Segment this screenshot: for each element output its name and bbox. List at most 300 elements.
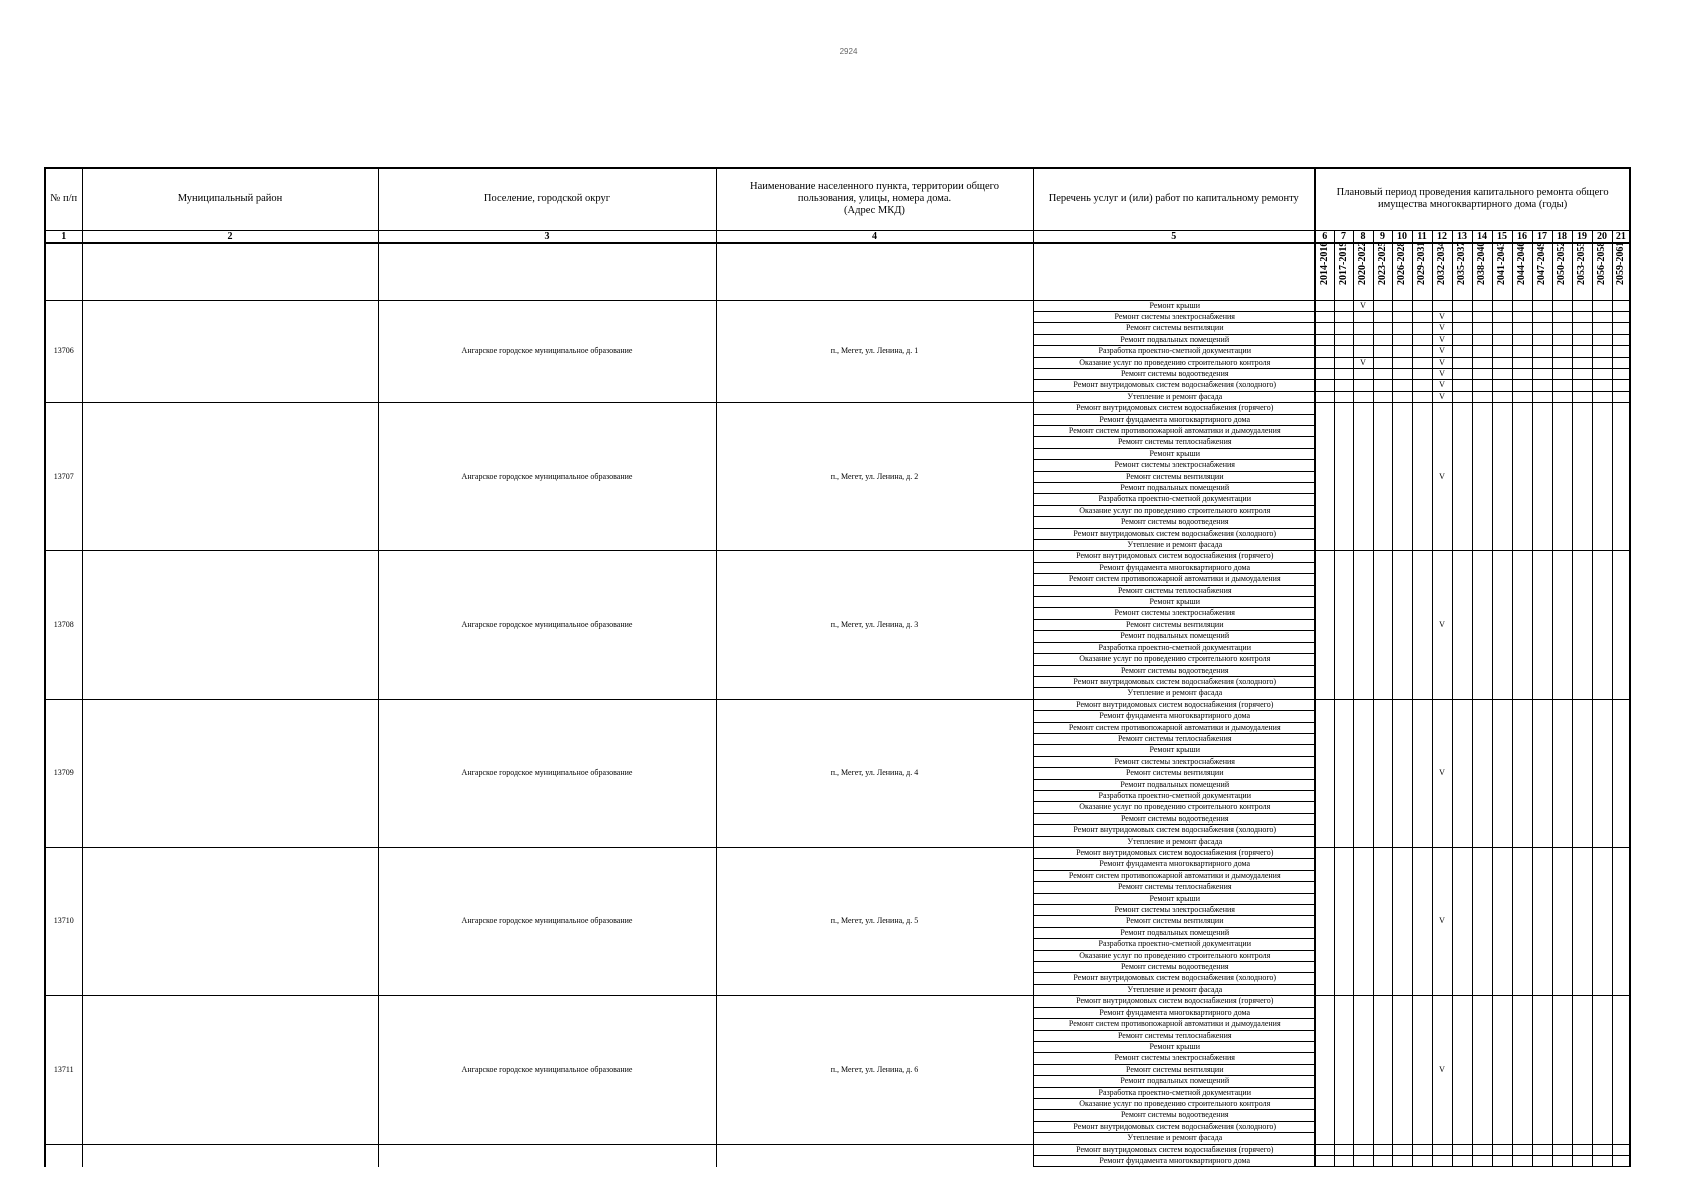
year-mark-cell — [1552, 357, 1572, 368]
year-mark-cell: V — [1353, 300, 1373, 311]
work-row — [45, 551, 1630, 562]
work-name: Оказание услуг по проведению строительного контроля — [1033, 357, 1315, 368]
column-number-row — [45, 230, 1630, 243]
year-mark-cell — [1532, 403, 1552, 551]
year-mark-cell: V — [1432, 403, 1452, 551]
column-number: 2 — [82, 230, 378, 243]
work-name: Ремонт системы водоотведения — [1033, 517, 1315, 528]
year-mark-cell — [1512, 300, 1532, 311]
district-cell — [82, 1144, 378, 1167]
year-mark-cell — [1334, 346, 1353, 357]
year-mark-cell — [1334, 699, 1353, 847]
column-number: 16 — [1512, 230, 1532, 243]
year-mark-cell — [1592, 403, 1612, 551]
year-mark-cell — [1552, 391, 1572, 402]
year-mark-cell — [1592, 300, 1612, 311]
year-label: 2035-2037 — [1455, 241, 1467, 286]
work-name: Ремонт системы электроснабжения — [1033, 905, 1315, 916]
year-mark-cell — [1552, 699, 1572, 847]
address-cell: п., Мегет, ул. Ленина, д. 5 — [716, 848, 1033, 996]
year-mark-cell — [1315, 391, 1334, 402]
year-mark-cell — [1373, 551, 1392, 699]
year-mark-cell — [1592, 551, 1612, 699]
year-mark-cell — [1572, 380, 1592, 391]
work-name: Ремонт внутридомовых систем водоснабжения (горячего) — [1033, 996, 1315, 1007]
year-mark-cell — [1472, 380, 1492, 391]
year-mark-cell — [1353, 551, 1373, 699]
year-mark-cell — [1334, 403, 1353, 551]
year-mark-cell — [1552, 300, 1572, 311]
year-header-cell — [1334, 243, 1353, 300]
year-mark-cell — [1412, 848, 1432, 996]
work-name: Утепление и ремонт фасада — [1033, 836, 1315, 847]
work-name: Разработка проектно-сметной документации — [1033, 790, 1315, 801]
year-mark-cell — [1472, 1144, 1492, 1155]
building-id: 13708 — [45, 551, 82, 699]
year-mark-cell — [1492, 391, 1512, 402]
year-mark-cell — [1392, 323, 1412, 334]
year-header-cell — [1532, 243, 1552, 300]
year-mark-cell — [1612, 357, 1630, 368]
year-mark-cell — [1572, 996, 1592, 1144]
years-row — [45, 243, 1630, 300]
year-mark-cell — [1592, 346, 1612, 357]
year-mark-cell — [1472, 699, 1492, 847]
year-mark-cell — [1492, 357, 1512, 368]
year-mark-cell — [1572, 357, 1592, 368]
year-mark-cell — [1315, 551, 1334, 699]
column-number: 9 — [1373, 230, 1392, 243]
year-mark-cell — [1572, 311, 1592, 322]
year-header-cell — [1492, 243, 1512, 300]
year-header-cell — [1512, 243, 1532, 300]
year-mark-cell — [1512, 551, 1532, 699]
year-mark-cell — [1592, 323, 1612, 334]
year-mark-cell — [1412, 311, 1432, 322]
address-cell: п., Мегет, ул. Ленина, д. 4 — [716, 699, 1033, 847]
work-name: Ремонт систем противопожарной автоматики и дымоудаления — [1033, 1019, 1315, 1030]
year-mark-cell — [1373, 1144, 1392, 1155]
year-mark-cell — [1472, 848, 1492, 996]
year-mark-cell — [1432, 1144, 1452, 1155]
header-period-line2: имущества многоквартирного дома (годы) — [1377, 199, 1568, 211]
year-mark-cell — [1412, 996, 1432, 1144]
year-header-cell — [1592, 243, 1612, 300]
year-mark-cell — [1353, 848, 1373, 996]
building-id: 13711 — [45, 996, 82, 1144]
work-name: Разработка проектно-сметной документации — [1033, 494, 1315, 505]
year-mark-cell — [1612, 848, 1630, 996]
work-name: Ремонт подвальных помещений — [1033, 927, 1315, 938]
year-mark-cell — [1392, 1155, 1412, 1166]
work-name: Ремонт внутридомовых систем водоснабжения (горячего) — [1033, 1144, 1315, 1155]
work-name: Ремонт подвальных помещений — [1033, 779, 1315, 790]
year-mark-cell — [1452, 996, 1472, 1144]
year-mark-cell — [1373, 391, 1392, 402]
year-mark-cell — [1452, 368, 1472, 379]
year-mark-cell — [1552, 380, 1572, 391]
year-mark-cell — [1532, 551, 1552, 699]
work-name: Ремонт подвальных помещений — [1033, 483, 1315, 494]
year-mark-cell — [1452, 323, 1472, 334]
year-mark-cell — [1412, 300, 1432, 311]
building-id: 13706 — [45, 300, 82, 403]
year-mark-cell — [1512, 391, 1532, 402]
work-name: Ремонт системы электроснабжения — [1033, 460, 1315, 471]
year-label: 2017-2019 — [1337, 241, 1349, 286]
column-number: 6 — [1315, 230, 1334, 243]
year-mark-cell: V — [1432, 311, 1452, 322]
year-mark-cell — [1315, 1155, 1334, 1166]
year-mark-cell: V — [1432, 551, 1452, 699]
year-mark-cell — [1373, 380, 1392, 391]
work-name: Ремонт крыши — [1033, 893, 1315, 904]
column-number: 4 — [716, 230, 1033, 243]
building-id — [45, 1144, 82, 1167]
year-mark-cell — [1592, 357, 1612, 368]
work-name: Оказание услуг по проведению строительного контроля — [1033, 802, 1315, 813]
year-mark-cell — [1353, 323, 1373, 334]
years-spacer — [716, 243, 1033, 300]
work-name: Разработка проектно-сметной документации — [1033, 642, 1315, 653]
year-label: 2059-2061 — [1614, 241, 1626, 286]
year-mark-cell — [1315, 334, 1334, 345]
year-mark-cell — [1315, 300, 1334, 311]
district-cell — [82, 996, 378, 1144]
work-name: Ремонт фундамента многоквартирного дома — [1033, 414, 1315, 425]
header-period — [1315, 168, 1630, 230]
year-mark-cell — [1552, 551, 1572, 699]
work-name: Ремонт систем противопожарной автоматики и дымоудаления — [1033, 425, 1315, 436]
year-header-cell — [1612, 243, 1630, 300]
year-mark-cell — [1334, 300, 1353, 311]
year-mark-cell — [1452, 551, 1472, 699]
year-mark-cell — [1392, 699, 1412, 847]
year-mark-cell — [1592, 380, 1612, 391]
work-name: Оказание услуг по проведению строительного контроля — [1033, 505, 1315, 516]
year-header-cell — [1552, 243, 1572, 300]
year-header-cell — [1373, 243, 1392, 300]
year-mark-cell — [1552, 368, 1572, 379]
work-name: Ремонт системы вентиляции — [1033, 323, 1315, 334]
column-number: 3 — [378, 230, 716, 243]
year-label: 2026-2028 — [1395, 241, 1407, 286]
year-mark-cell — [1532, 391, 1552, 402]
year-mark-cell — [1392, 403, 1412, 551]
year-mark-cell — [1612, 311, 1630, 322]
year-mark-cell — [1412, 334, 1432, 345]
address-cell: п., Мегет, ул. Ленина, д. 2 — [716, 403, 1033, 551]
work-name: Ремонт крыши — [1033, 1041, 1315, 1052]
year-mark-cell — [1572, 300, 1592, 311]
year-mark-cell — [1452, 380, 1472, 391]
year-mark-cell — [1315, 848, 1334, 996]
year-mark-cell — [1612, 1144, 1630, 1155]
header-settlement: Поселение, городской округ — [378, 168, 716, 230]
year-mark-cell: V — [1353, 357, 1373, 368]
year-mark-cell — [1315, 380, 1334, 391]
year-mark-cell — [1492, 311, 1512, 322]
address-cell — [716, 1144, 1033, 1167]
year-mark-cell — [1552, 403, 1572, 551]
year-mark-cell — [1353, 368, 1373, 379]
year-mark-cell — [1392, 300, 1412, 311]
year-mark-cell — [1392, 996, 1412, 1144]
year-mark-cell: V — [1432, 699, 1452, 847]
year-mark-cell — [1373, 699, 1392, 847]
year-mark-cell — [1353, 346, 1373, 357]
work-name: Ремонт системы вентиляции — [1033, 471, 1315, 482]
year-mark-cell — [1572, 346, 1592, 357]
work-name: Ремонт внутридомовых систем водоснабжения (холодного) — [1033, 825, 1315, 836]
year-mark-cell — [1373, 346, 1392, 357]
year-mark-cell — [1334, 380, 1353, 391]
work-name: Ремонт внутридомовых систем водоснабжения (горячего) — [1033, 699, 1315, 710]
year-mark-cell — [1472, 334, 1492, 345]
year-mark-cell — [1452, 346, 1472, 357]
year-label: 2047-2049 — [1535, 241, 1547, 286]
work-row — [45, 300, 1630, 311]
work-name: Ремонт внутридомовых систем водоснабжения (горячего) — [1033, 848, 1315, 859]
year-mark-cell — [1353, 311, 1373, 322]
work-row — [45, 848, 1630, 859]
header-works: Перечень услуг и (или) работ по капитальному ремонту — [1033, 168, 1315, 230]
year-mark-cell — [1452, 1155, 1472, 1166]
year-mark-cell — [1572, 403, 1592, 551]
year-mark-cell — [1315, 311, 1334, 322]
year-mark-cell — [1612, 368, 1630, 379]
column-number: 1 — [45, 230, 82, 243]
year-mark-cell — [1552, 346, 1572, 357]
year-mark-cell — [1412, 368, 1432, 379]
year-mark-cell — [1452, 403, 1472, 551]
settlement-cell: Ангарское городское муниципальное образование — [378, 551, 716, 699]
work-name: Ремонт внутридомовых систем водоснабжения (холодного) — [1033, 676, 1315, 687]
year-mark-cell — [1315, 346, 1334, 357]
work-name: Ремонт систем противопожарной автоматики и дымоудаления — [1033, 870, 1315, 881]
year-mark-cell — [1532, 357, 1552, 368]
year-mark-cell — [1392, 1144, 1412, 1155]
work-name: Ремонт системы водоотведения — [1033, 1110, 1315, 1121]
year-mark-cell — [1353, 1155, 1373, 1166]
year-mark-cell — [1373, 368, 1392, 379]
year-mark-cell — [1572, 1155, 1592, 1166]
work-name: Оказание услуг по проведению строительного контроля — [1033, 1098, 1315, 1109]
year-mark-cell — [1392, 391, 1412, 402]
year-mark-cell — [1315, 699, 1334, 847]
year-mark-cell — [1412, 1155, 1432, 1166]
year-mark-cell — [1512, 996, 1532, 1144]
year-mark-cell — [1572, 551, 1592, 699]
year-mark-cell — [1612, 346, 1630, 357]
year-mark-cell — [1412, 403, 1432, 551]
year-mark-cell — [1592, 848, 1612, 996]
year-mark-cell — [1452, 334, 1472, 345]
year-mark-cell — [1612, 699, 1630, 847]
year-mark-cell — [1412, 346, 1432, 357]
work-name: Ремонт системы теплоснабжения — [1033, 1030, 1315, 1041]
year-mark-cell — [1392, 357, 1412, 368]
work-name: Ремонт системы водоотведения — [1033, 368, 1315, 379]
work-name: Ремонт крыши — [1033, 448, 1315, 459]
year-mark-cell — [1353, 391, 1373, 402]
year-mark-cell — [1492, 300, 1512, 311]
district-cell — [82, 699, 378, 847]
year-label: 2032-2034 — [1435, 241, 1447, 286]
year-mark-cell — [1334, 368, 1353, 379]
year-mark-cell — [1532, 311, 1552, 322]
year-mark-cell — [1512, 311, 1532, 322]
work-name: Оказание услуг по проведению строительного контроля — [1033, 950, 1315, 961]
year-mark-cell — [1373, 357, 1392, 368]
year-mark-cell — [1512, 368, 1532, 379]
column-number: 21 — [1612, 230, 1630, 243]
district-cell — [82, 300, 378, 403]
settlement-cell: Ангарское городское муниципальное образование — [378, 699, 716, 847]
work-name: Ремонт фундамента многоквартирного дома — [1033, 859, 1315, 870]
header-address-line3: (Адрес МКД) — [844, 205, 905, 217]
year-mark-cell — [1392, 551, 1412, 699]
year-mark-cell — [1353, 334, 1373, 345]
year-mark-cell — [1492, 699, 1512, 847]
year-mark-cell — [1592, 334, 1612, 345]
year-mark-cell — [1512, 380, 1532, 391]
year-mark-cell — [1334, 391, 1353, 402]
column-number: 17 — [1532, 230, 1552, 243]
year-mark-cell — [1315, 357, 1334, 368]
year-mark-cell — [1592, 391, 1612, 402]
year-mark-cell — [1532, 300, 1552, 311]
year-mark-cell — [1412, 380, 1432, 391]
year-mark-cell — [1392, 334, 1412, 345]
year-mark-cell — [1452, 1144, 1472, 1155]
year-mark-cell — [1452, 300, 1472, 311]
year-mark-cell — [1392, 368, 1412, 379]
work-name: Ремонт внутридомовых систем водоснабжения (холодного) — [1033, 380, 1315, 391]
year-mark-cell — [1592, 311, 1612, 322]
year-mark-cell — [1412, 323, 1432, 334]
year-mark-cell — [1412, 357, 1432, 368]
year-mark-cell — [1452, 391, 1472, 402]
work-name: Ремонт системы водоотведения — [1033, 962, 1315, 973]
header-address-line2: пользования, улицы, номера дома. — [797, 193, 952, 205]
year-mark-cell — [1334, 334, 1353, 345]
years-spacer — [82, 243, 378, 300]
year-mark-cell — [1552, 1144, 1572, 1155]
year-mark-cell — [1353, 403, 1373, 551]
year-label: 2023-2025 — [1376, 241, 1388, 286]
year-mark-cell — [1373, 996, 1392, 1144]
year-mark-cell: V — [1432, 391, 1452, 402]
address-cell: п., Мегет, ул. Ленина, д. 1 — [716, 300, 1033, 403]
work-name: Утепление и ремонт фасада — [1033, 540, 1315, 551]
year-header-cell — [1452, 243, 1472, 300]
work-name: Ремонт фундамента многоквартирного дома — [1033, 711, 1315, 722]
work-name: Ремонт внутридомовых систем водоснабжения (горячего) — [1033, 403, 1315, 414]
year-mark-cell — [1532, 1144, 1552, 1155]
column-number: 13 — [1452, 230, 1472, 243]
year-mark-cell — [1612, 1155, 1630, 1166]
year-mark-cell — [1592, 699, 1612, 847]
year-label: 2056-2058 — [1595, 241, 1607, 286]
year-mark-cell — [1472, 311, 1492, 322]
year-mark-cell — [1612, 996, 1630, 1144]
settlement-cell — [378, 1144, 716, 1167]
year-mark-cell — [1334, 311, 1353, 322]
year-mark-cell — [1334, 357, 1353, 368]
work-name: Ремонт крыши — [1033, 300, 1315, 311]
district-cell — [82, 403, 378, 551]
year-mark-cell — [1334, 848, 1353, 996]
year-mark-cell — [1532, 346, 1552, 357]
year-mark-cell: V — [1432, 996, 1452, 1144]
year-mark-cell — [1552, 311, 1572, 322]
work-name: Ремонт системы теплоснабжения — [1033, 733, 1315, 744]
year-mark-cell: V — [1432, 380, 1452, 391]
work-name: Ремонт системы теплоснабжения — [1033, 585, 1315, 596]
year-mark-cell — [1353, 699, 1373, 847]
year-mark-cell — [1412, 551, 1432, 699]
column-number: 7 — [1334, 230, 1353, 243]
column-number: 18 — [1552, 230, 1572, 243]
year-mark-cell — [1512, 323, 1532, 334]
work-name: Ремонт системы вентиляции — [1033, 619, 1315, 630]
work-name: Разработка проектно-сметной документации — [1033, 939, 1315, 950]
year-mark-cell — [1572, 848, 1592, 996]
year-mark-cell — [1552, 323, 1572, 334]
year-mark-cell — [1592, 368, 1612, 379]
year-mark-cell — [1472, 403, 1492, 551]
year-mark-cell — [1315, 368, 1334, 379]
year-label: 2029-2031 — [1415, 241, 1427, 286]
year-mark-cell — [1452, 699, 1472, 847]
year-mark-cell — [1612, 391, 1630, 402]
year-mark-cell — [1512, 699, 1532, 847]
work-name: Ремонт внутридомовых систем водоснабжения (горячего) — [1033, 551, 1315, 562]
work-name: Ремонт системы водоотведения — [1033, 665, 1315, 676]
year-header-cell — [1353, 243, 1373, 300]
year-mark-cell: V — [1432, 346, 1452, 357]
year-mark-cell — [1572, 699, 1592, 847]
year-mark-cell — [1552, 848, 1572, 996]
year-mark-cell — [1572, 391, 1592, 402]
year-mark-cell — [1612, 551, 1630, 699]
year-mark-cell — [1512, 334, 1532, 345]
work-name: Ремонт фундамента многоквартирного дома — [1033, 562, 1315, 573]
year-mark-cell — [1552, 334, 1572, 345]
year-mark-cell — [1412, 391, 1432, 402]
year-header-cell — [1315, 243, 1334, 300]
column-number: 19 — [1572, 230, 1592, 243]
work-name: Утепление и ремонт фасада — [1033, 391, 1315, 402]
year-mark-cell — [1612, 380, 1630, 391]
year-mark-cell — [1412, 1144, 1432, 1155]
year-mark-cell — [1472, 1155, 1492, 1166]
work-name: Утепление и ремонт фасада — [1033, 688, 1315, 699]
work-name: Ремонт крыши — [1033, 597, 1315, 608]
year-mark-cell — [1392, 311, 1412, 322]
work-name: Ремонт внутридомовых систем водоснабжения (холодного) — [1033, 528, 1315, 539]
year-mark-cell — [1492, 334, 1512, 345]
work-name: Ремонт системы теплоснабжения — [1033, 437, 1315, 448]
work-name: Утепление и ремонт фасада — [1033, 1133, 1315, 1144]
page-number: 2924 — [839, 47, 858, 56]
year-header-cell — [1432, 243, 1452, 300]
work-name: Разработка проектно-сметной документации — [1033, 346, 1315, 357]
year-mark-cell — [1472, 996, 1492, 1144]
year-mark-cell — [1334, 1155, 1353, 1166]
work-name: Ремонт системы вентиляции — [1033, 916, 1315, 927]
